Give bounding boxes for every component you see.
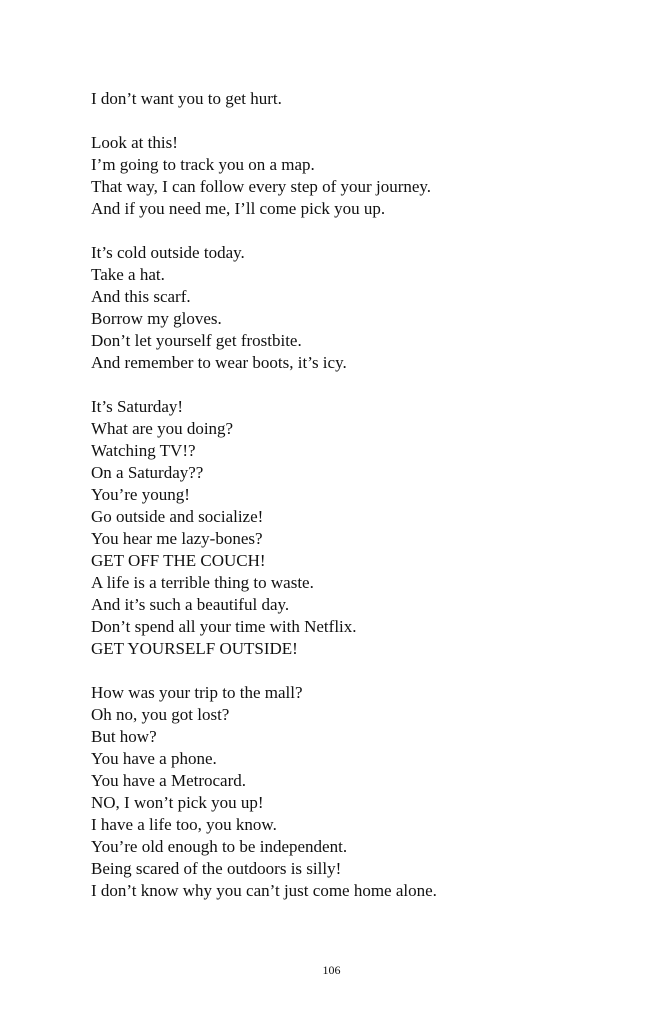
text-line: Don’t let yourself get frostbite. bbox=[91, 331, 302, 350]
text-line: It’s cold outside today. bbox=[91, 243, 245, 262]
text-line: You’re old enough to be independent. bbox=[91, 837, 348, 856]
text-line: That way, I can follow every step of your journey. bbox=[91, 177, 432, 196]
stanza bbox=[91, 242, 631, 374]
text-line: I’m going to track you on a map. bbox=[91, 155, 315, 174]
poem-text bbox=[91, 88, 631, 924]
stanza bbox=[91, 682, 631, 902]
text-line: And if you need me, I’ll come pick you up. bbox=[91, 199, 386, 218]
text-line: Go outside and socialize! bbox=[91, 507, 264, 526]
text-line: On a Saturday?? bbox=[91, 463, 204, 482]
text-line: I don’t know why you can’t just come home alone. bbox=[91, 881, 437, 900]
text-line: Don’t spend all your time with Netflix. bbox=[91, 617, 357, 636]
text-line: Being scared of the outdoors is silly! bbox=[91, 859, 342, 878]
text-line: Take a hat. bbox=[91, 265, 165, 284]
text-line: And this scarf. bbox=[91, 287, 191, 306]
text-line: I have a life too, you know. bbox=[91, 815, 277, 834]
text-line: Borrow my gloves. bbox=[91, 309, 222, 328]
text-line: GET OFF THE COUCH! bbox=[91, 551, 266, 570]
text-line: Look at this! bbox=[91, 133, 178, 152]
text-line: NO, I won’t pick you up! bbox=[91, 793, 264, 812]
text-line: You have a Metrocard. bbox=[91, 771, 247, 790]
text-line: A life is a terrible thing to waste. bbox=[91, 573, 314, 592]
text-line: You hear me lazy-bones? bbox=[91, 529, 263, 548]
text-line: What are you doing? bbox=[91, 419, 234, 438]
text-line: You’re young! bbox=[91, 485, 190, 504]
text-line: You have a phone. bbox=[91, 749, 217, 768]
text-line: But how? bbox=[91, 727, 157, 746]
text-line: How was your trip to the mall? bbox=[91, 683, 303, 702]
stanza bbox=[91, 396, 631, 660]
stanza bbox=[91, 88, 631, 110]
text-line: GET YOURSELF OUTSIDE! bbox=[91, 639, 298, 658]
page-number: 106 bbox=[322, 963, 341, 977]
text-line: Oh no, you got lost? bbox=[91, 705, 230, 724]
text-line: And remember to wear boots, it’s icy. bbox=[91, 353, 347, 372]
text-line: Watching TV!? bbox=[91, 441, 196, 460]
text-line: And it’s such a beautiful day. bbox=[91, 595, 290, 614]
text-line: It’s Saturday! bbox=[91, 397, 184, 416]
text-line: I don’t want you to get hurt. bbox=[91, 89, 282, 108]
stanza bbox=[91, 132, 631, 220]
